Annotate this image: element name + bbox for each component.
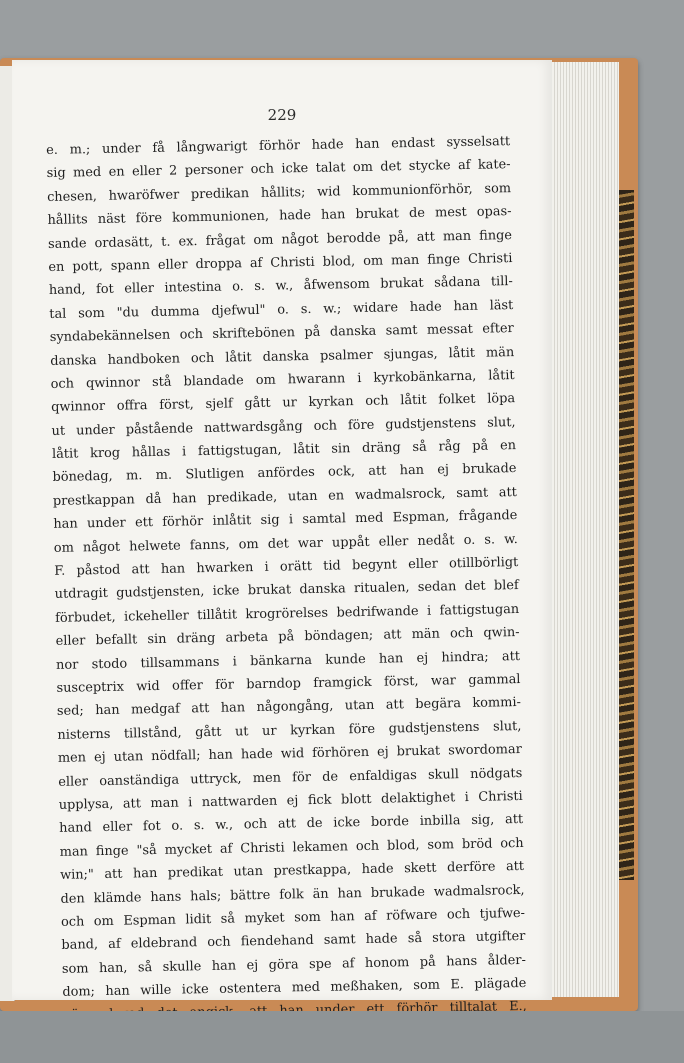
text-line: band, af eldebrand och fiendehand samt hade så stora utgifter	[61, 929, 526, 954]
text-line: eller oanständiga uttryck, men för de enfaldigas skull nödgats	[58, 765, 523, 790]
text-line: och om Espman lidit så myket som han af röfware och tjufwe-	[60, 905, 526, 930]
text-line: utdragit gudstjensten, icke brukat danska ritualen, sedan det blef	[54, 578, 519, 603]
text-line: sande ordasätt, t. ex. frågat om något berodde på, att man finge	[47, 227, 513, 252]
text-line: upplysa, att man i nattwarden ej fick blott delaktighet i Christi	[58, 788, 523, 813]
text-line: ut under påstående nattwardsgång och före gudstjenstens slut,	[51, 414, 516, 439]
text-line: bönedag, m. m. Slutligen anfördes ock, att han ej brukade	[52, 461, 517, 486]
text-line: win;" att han predikat utan prestkappa, hade skett derföre att	[59, 859, 525, 883]
text-line: nisterns tillstånd, gått ut ur kyrkan före gudstjenstens slut,	[57, 718, 522, 743]
text-line: låtit krog hållas i fattigstugan, låtit sin dräng så råg på en	[51, 438, 517, 463]
text-line: e. m.; under få långwarigt förhör hade han endast sysselsatt	[46, 134, 511, 158]
text-line: en pott, spann eller droppa af Christi blod, om man finge Christi	[48, 251, 513, 275]
text-line: men ej utan nödfall; han hade wid förhören ej brukat swordomar	[57, 742, 522, 767]
text-line: susceptrix wid offer för barndop framgick först, war gammal	[56, 671, 521, 696]
page-number: 229	[267, 106, 297, 124]
text-line: den klämde hans hals; bättre folk än han brukade wadmalsrock,	[60, 882, 525, 907]
text-line: danska handboken och låtit danska psalmer sjungas, låtit män	[50, 344, 515, 369]
text-line: sig med en eller 2 personer och icke talat om det stycke af kate-	[46, 157, 511, 182]
text-line: nor stodo tillsammans i bänkarna kunde han ej hindra; att	[55, 648, 521, 673]
body-text	[46, 130, 527, 1028]
text-line: man finge "så mycket af Christi lekamen och blod, som bröd och	[59, 835, 524, 860]
text-line: och qwinnor stå blandade om hwarann i kyrkobänkarna, låtit	[50, 367, 515, 392]
text-line: han under ett förhör inlåtit sig i samtal med Espman, frågande	[53, 508, 518, 533]
text-line: chesen, hwaröfwer predikan hållits; wid kommunionförhör, som	[46, 180, 512, 205]
page-stack-edge	[548, 62, 619, 997]
text-line: eller befallt sin dräng arbeta på böndagen; att män och qwin-	[55, 625, 520, 650]
text-line: hand, fot eller intestina o. s. w., åfwensom brukat sådana till-	[48, 274, 513, 299]
text-line: om något helwete fanns, om det war uppåt eller nedåt o. s. w.	[53, 531, 518, 556]
text-line: tal som "du dumma djefwul" o. s. w.; widare hade han läst	[49, 297, 514, 322]
text-line: som han, så skulle han ej göra spe af honom på hans ålder-	[61, 952, 526, 977]
text-line: sed; han medgaf att han någongång, utan att begära kommi-	[56, 695, 522, 720]
text-line: F. påstod att han hwarken i orätt tid begynt eller otillbörligt	[54, 555, 519, 579]
text-line: hållits näst före kommunionen, hade han brukat de mest opas-	[47, 204, 512, 229]
text-line: dom; han wille icke ostentera med meßhaken, som E. plägade	[62, 975, 527, 1000]
text-line: prestkappan då han predikade, utan en wadmalsrock, samt att	[52, 484, 518, 509]
book-page	[12, 60, 552, 1000]
text-line: förbudet, ickeheller tillåtit krogrörelses bedrifwande i fattigstugan	[55, 601, 520, 626]
text-line: qwinnor offra först, sjelf gått ur kyrkan och låtit folket löpa	[51, 391, 516, 416]
text-line: hand eller fot o. s. w., och att de icke borde inbilla sig, att	[59, 812, 524, 837]
background-strip	[0, 1011, 684, 1063]
text-line: syndabekännelsen och skriftebönen på danska samt messat efter	[49, 321, 514, 346]
